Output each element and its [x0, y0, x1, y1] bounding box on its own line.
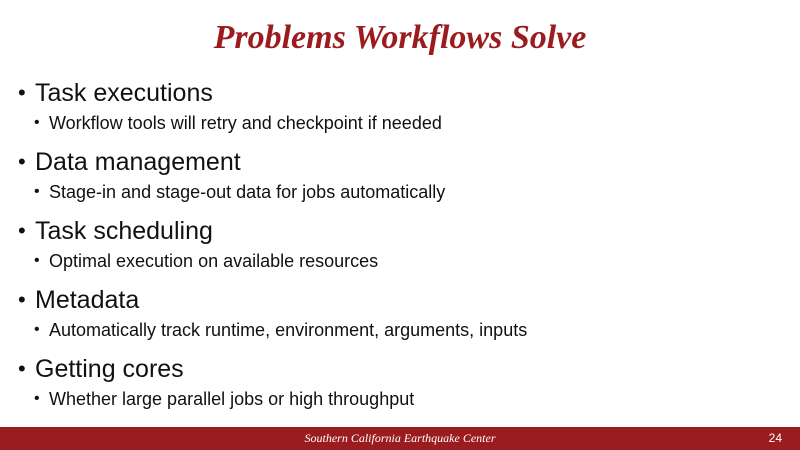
bullet-text: Task executions: [35, 79, 213, 107]
page-number: 24: [768, 431, 782, 445]
bullet-icon: •: [18, 356, 26, 381]
sub-bullet-icon: •: [34, 390, 40, 407]
bullet-text: Metadata: [35, 286, 140, 314]
sub-bullet-icon: •: [34, 183, 40, 200]
bullet-item: [18, 78, 788, 136]
bullet-text: Data management: [35, 148, 241, 176]
sub-bullet-text: Automatically track runtime, environment, arguments, inputs: [49, 320, 528, 340]
bullet-item: [18, 285, 788, 343]
sub-bullet-icon: •: [34, 321, 40, 338]
bullet-text: Task scheduling: [35, 217, 213, 245]
bullet-item: [18, 354, 788, 412]
bullet-list: [18, 78, 788, 423]
bullet-text: Getting cores: [35, 355, 184, 383]
slide-title: Problems Workflows Solve: [213, 19, 587, 56]
footer-bar: [0, 427, 800, 450]
footer-organization: Southern California Earthquake Center: [304, 431, 496, 445]
sub-bullet-icon: •: [34, 114, 40, 131]
bullet-icon: •: [18, 218, 26, 243]
sub-bullet-text: Workflow tools will retry and checkpoint if needed: [49, 113, 442, 133]
bullet-icon: •: [18, 149, 26, 174]
sub-bullet-text: Optimal execution on available resources: [49, 251, 379, 271]
bullet-icon: •: [18, 80, 26, 105]
sub-bullet-text: Whether large parallel jobs or high throughput: [49, 389, 415, 409]
bullet-item: [18, 147, 788, 205]
bullet-icon: •: [18, 287, 26, 312]
sub-bullet-text: Stage-in and stage-out data for jobs automatically: [49, 182, 446, 202]
bullet-item: [18, 216, 788, 274]
sub-bullet-icon: •: [34, 252, 40, 269]
